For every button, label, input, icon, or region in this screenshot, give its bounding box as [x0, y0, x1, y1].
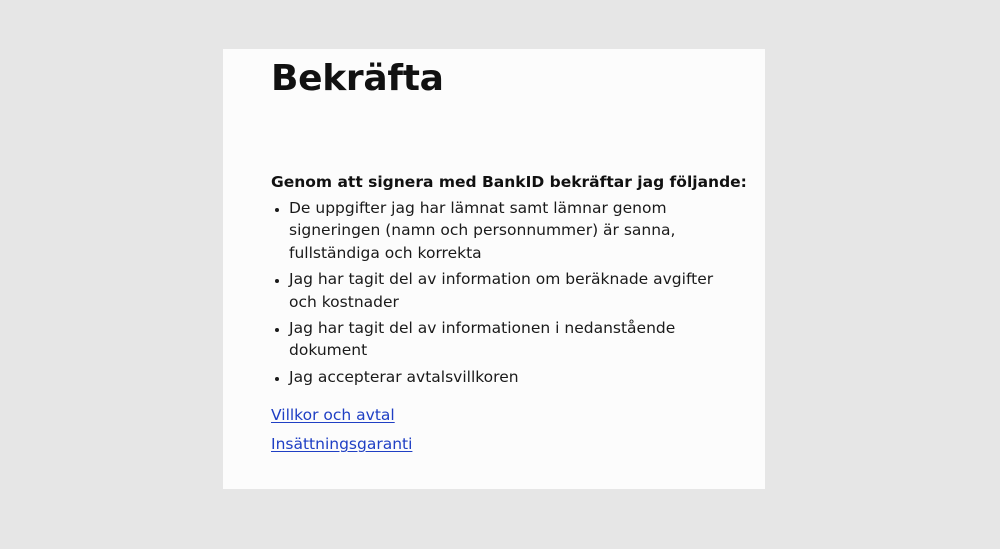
document-links [271, 404, 765, 455]
list-item: • Jag har tagit del av informationen i nedanstående dokument [289, 317, 729, 362]
page-title: Bekräfta [271, 58, 444, 99]
list-item: • Jag har tagit del av information om beräknade avgifter och kostnader [289, 268, 729, 313]
confirmation-list [271, 197, 729, 388]
list-item: • Jag accepterar avtalsvillkoren [289, 366, 729, 388]
confirmation-intro: Genom att signera med BankID bekräftar jag följande: [271, 173, 747, 191]
deposit-guarantee-link[interactable]: Insättningsgaranti [271, 435, 413, 454]
terms-link[interactable]: Villkor och avtal [271, 406, 395, 425]
confirmation-card [223, 49, 765, 489]
list-item: • De uppgifter jag har lämnat samt lämnar genom signeringen (namn och personnummer) är sanna, fullständiga och korrekta [289, 197, 729, 264]
